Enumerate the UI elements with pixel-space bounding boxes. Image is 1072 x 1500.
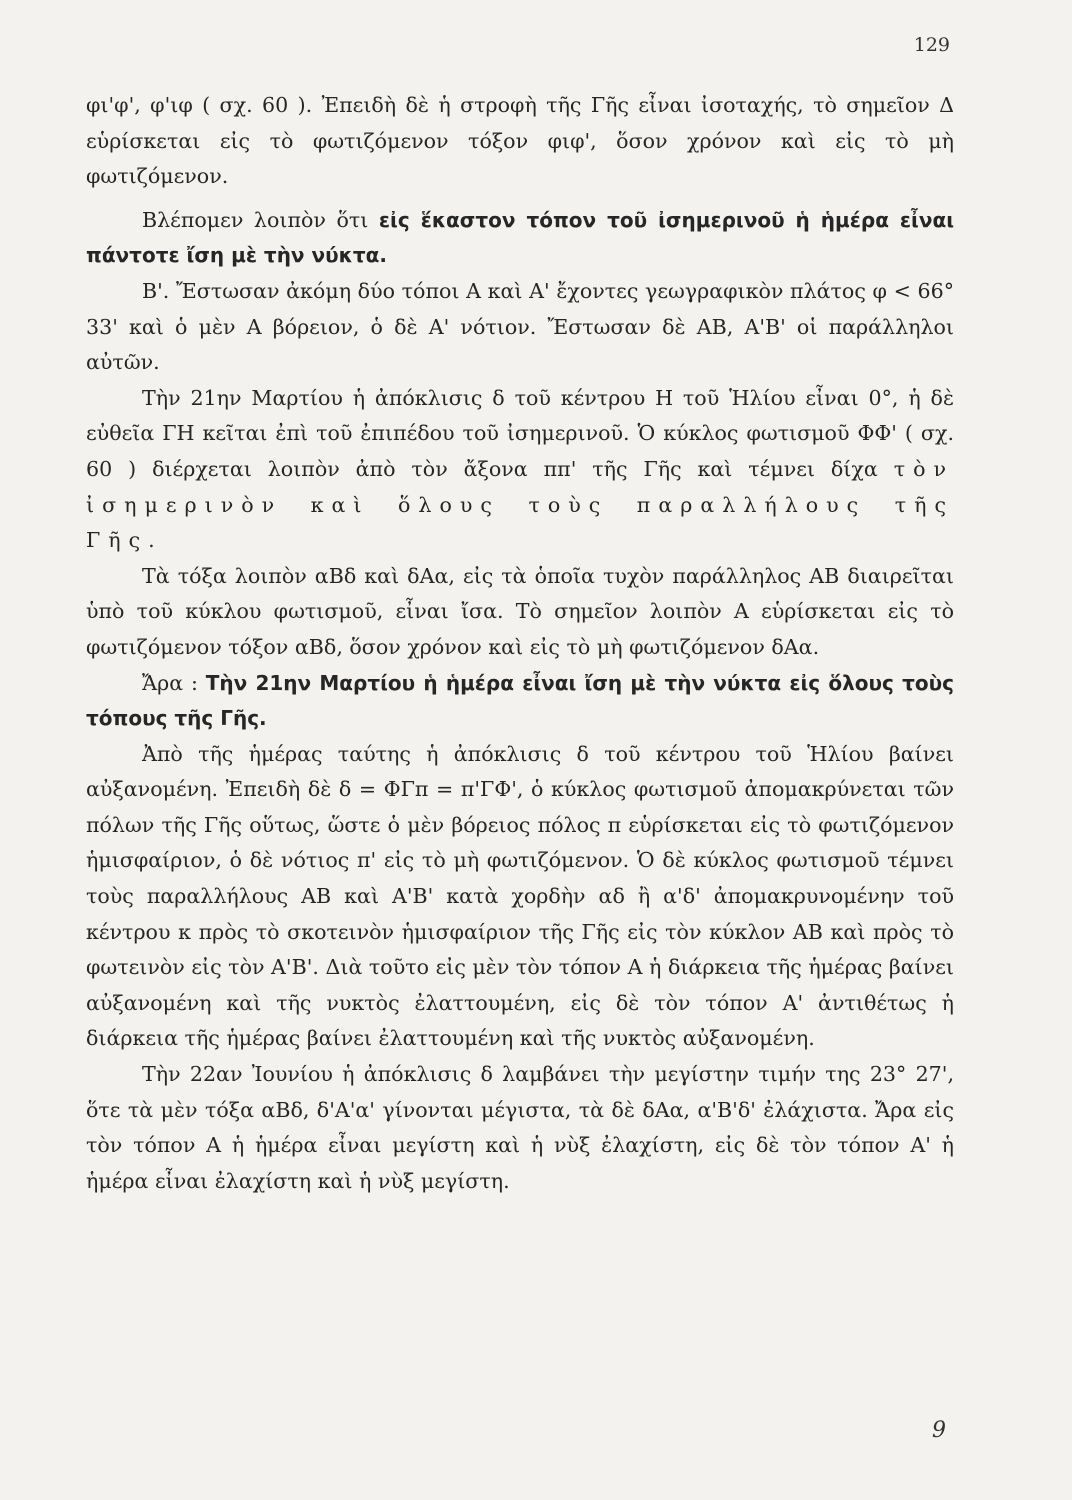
spaced-emphasis-text: τὸν ἰσημερινὸν καὶ ὅλους τοὺς παραλλήλους τῆς Γῆς.	[86, 456, 954, 553]
paragraph-2	[86, 203, 954, 274]
paragraph-text: Ἀπὸ τῆς ἡμέρας ταύτης ἡ ἀπόκλισις δ τοῦ κέντρου τοῦ Ἡλίου βαίνει αὐξανομένη. Ἐπειδὴ δὲ δ = ΦΓπ = π'ΓΦ', ὁ κύκλος φωτισμοῦ ἀπομακρύνεται τῶν πόλων τῆς Γῆς οὕτως, ὥστε ὁ μὲν βόρειος πόλος π εὑρίσκεται εἰς τὸ φωτιζόμενον ἡμισφαίριον, ὁ δὲ νότιος π' εἰς τὸ μὴ φωτιζόμενον. Ὁ δὲ κύκλος φωτισμοῦ τέμνει τοὺς παραλλήλους ΑΒ καὶ Α'Β' κατὰ χορδὴν αδ ἢ α'δ' ἀπομακρυνομένην τοῦ κέντρου κ πρὸς τὸ σκοτεινὸν ἡμισφαίριον τῆς Γῆς εἰς τὸν κύκλον ΑΒ καὶ πρὸς τὸ φωτεινὸν εἰς τὸν Α'Β'. Διὰ τοῦτο εἰς μὲν τὸν τόπον Α ἡ διάρκεια τῆς ἡμέρας βαίνει αὐξανομένη καὶ τῆς νυκτὸς ἐλαττουμένη, εἰς δὲ τὸν τόπον Α' ἀντιθέτως ἡ διάρκεια τῆς ἡμέρας βαίνει ἐλαττουμένη καὶ τῆς νυκτὸς αὐξανομένη.	[86, 741, 954, 1051]
paragraph-1	[86, 88, 954, 195]
paragraph-text: Τὴν 21ην Μαρτίου ἡ ἀπόκλισις δ τοῦ κέντρου Η τοῦ Ἡλίου εἶναι 0°, ἡ δὲ εὐθεῖα ΓΗ κεῖται ἐπὶ τοῦ ἐπιπέδου τοῦ ἰσημερινοῦ. Ὁ κύκλος φωτισμοῦ ΦΦ' ( σχ. 60 ) διέρχεται λοιπὸν ἀπὸ τὸν ἄξονα ππ' τῆς Γῆς καὶ τέμνει δίχα	[86, 385, 954, 481]
paragraph-8	[86, 1057, 954, 1199]
paragraph-text: Τὰ τόξα λοιπὸν αΒδ καὶ δΑα, εἰς τὰ ὁποῖα τυχὸν παράλληλος ΑΒ διαιρεῖται ὑπὸ τοῦ κύκλου φωτισμοῦ, εἶναι ἴσα. Τὸ σημεῖον λοιπὸν Α εὑρίσκεται εἰς τὸ φωτιζόμενον τόξον αΒδ, ὅσον χρόνον καὶ εἰς τὸ μὴ φωτιζόμενον δΑα.	[86, 563, 954, 659]
paragraph-3	[86, 274, 954, 381]
paragraph-6	[86, 666, 954, 737]
emphasis-text: εἰς ἕκαστον τόπον τοῦ ἰσημερινοῦ ἡ ἡμέρα εἶναι πάντοτε ἴση μὲ τὴν νύκτα.	[86, 207, 955, 268]
signature-mark: 9	[932, 1418, 946, 1443]
paragraph-text: Βλέπομεν λοιπὸν ὅτι	[142, 207, 379, 232]
emphasis-text: Τὴν 21ην Μαρτίου ἡ ἡμέρα εἶναι ἴση μὲ τὴν νύκτα εἰς ὅλους τοὺς τόπους τῆς Γῆς.	[86, 670, 954, 731]
paragraph-text: Τὴν 22αν Ἰουνίου ἡ ἀπόκλισις δ λαμβάνει τὴν μεγίστην τιμήν της 23° 27', ὅτε τὰ μὲν τόξα αΒδ, δ'Α'α' γίνονται μέγιστα, τὰ δὲ δΑα, α'Β'δ' ἐλάχιστα. Ἄρα εἰς τὸν τόπον Α ἡ ἡμέρα εἶναι μεγίστη καὶ ἡ νὺξ ἐλαχίστη, εἰς δὲ τὸν τόπον Α' ἡ ἡμέρα εἶναι ἐλαχίστη καὶ ἡ νὺξ μεγίστη.	[86, 1062, 954, 1193]
paragraph-5	[86, 559, 954, 666]
page-number: 129	[913, 34, 950, 56]
paragraph-text: Β'. Ἔστωσαν ἀκόμη δύο τόποι Α καὶ Α' ἔχοντες γεωγραφικὸν πλάτος φ < 66° 33' καὶ ὁ μὲν Α βόρειον, ὁ δὲ Α' νότιον. Ἔστωσαν δὲ ΑΒ, Α'Β' οἱ παράλληλοι αὐτῶν.	[86, 278, 954, 375]
paragraph-7	[86, 737, 954, 1057]
paragraph-text: Ἄρα :	[142, 670, 206, 695]
body-text	[86, 88, 954, 1199]
paragraph-text: φι'φ', φ'ιφ ( σχ. 60 ). Ἐπειδὴ δὲ ἡ στροφὴ τῆς Γῆς εἶναι ἰσοταχής, τὸ σημεῖον Δ εὑρίσκεται εἰς τὸ φωτιζόμενον τόξον φιφ', ὅσον χρόνον καὶ εἰς τὸ μὴ φωτιζόμενον.	[86, 93, 954, 189]
paragraph-4	[86, 381, 954, 559]
